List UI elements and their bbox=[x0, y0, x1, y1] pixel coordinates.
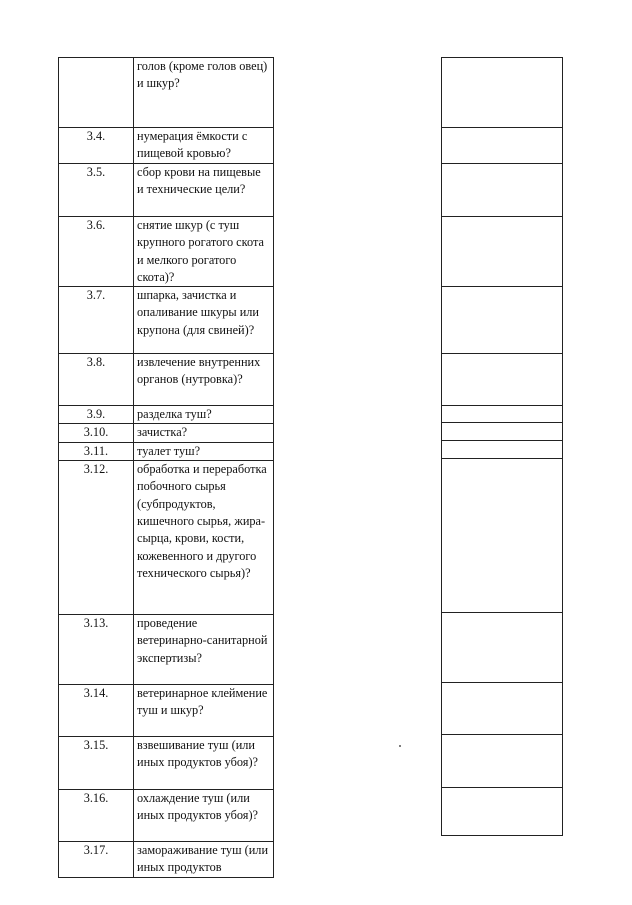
item-number: 3.14. bbox=[59, 685, 134, 737]
item-question: замораживание туш (или иных продуктов bbox=[134, 842, 274, 878]
checklist-table bbox=[58, 57, 274, 878]
item-number: 3.17. bbox=[59, 842, 134, 878]
table-row bbox=[59, 442, 274, 460]
scan-speck bbox=[399, 745, 401, 747]
answer-cell-border bbox=[442, 127, 562, 128]
item-question: туалет туш? bbox=[134, 442, 274, 460]
item-question: голов (кроме голов овец) и шкур? bbox=[134, 58, 274, 128]
answer-cell-border bbox=[442, 422, 562, 423]
item-number: 3.9. bbox=[59, 406, 134, 424]
item-number bbox=[59, 58, 134, 128]
answer-cell-border bbox=[442, 835, 562, 836]
answer-cell-border bbox=[442, 734, 562, 735]
table-row bbox=[59, 128, 274, 164]
table-row bbox=[59, 424, 274, 442]
table-row bbox=[59, 406, 274, 424]
table-row bbox=[59, 842, 274, 878]
answer-cell-border bbox=[442, 612, 562, 613]
table-row bbox=[59, 354, 274, 406]
answer-cell-border bbox=[442, 57, 562, 58]
answer-cell-border bbox=[442, 440, 562, 441]
item-question: сбор крови на пищевые и технические цели? bbox=[134, 164, 274, 217]
item-question: проведение ветеринарно-санитарной экспертизы? bbox=[134, 615, 274, 685]
item-question: ветеринарное клеймение туш и шкур? bbox=[134, 685, 274, 737]
item-question: зачистка? bbox=[134, 424, 274, 442]
item-question: разделка туш? bbox=[134, 406, 274, 424]
table-row bbox=[59, 58, 274, 128]
item-number: 3.11. bbox=[59, 442, 134, 460]
answer-column bbox=[441, 57, 563, 836]
answer-cell-border bbox=[442, 216, 562, 217]
item-number: 3.16. bbox=[59, 790, 134, 842]
table-row bbox=[59, 287, 274, 354]
answer-cell-border bbox=[442, 458, 562, 459]
answer-cell-border bbox=[442, 163, 562, 164]
answer-cell-border bbox=[442, 405, 562, 406]
item-number: 3.12. bbox=[59, 461, 134, 615]
answer-cell-border bbox=[442, 286, 562, 287]
item-number: 3.8. bbox=[59, 354, 134, 406]
table-row bbox=[59, 217, 274, 287]
item-number: 3.15. bbox=[59, 737, 134, 790]
item-question: снятие шкур (с туш крупного рогатого скота и мелкого рогатого скота)? bbox=[134, 217, 274, 287]
answer-cell-border bbox=[442, 682, 562, 683]
item-number: 3.5. bbox=[59, 164, 134, 217]
table-row bbox=[59, 164, 274, 217]
item-question: извлечение внутренних органов (нутровка)? bbox=[134, 354, 274, 406]
item-number: 3.7. bbox=[59, 287, 134, 354]
table-row bbox=[59, 685, 274, 737]
item-question: обработка и переработка побочного сырья (субпродуктов, кишечного сырья, жира-сырца, крови, кости, кожевенного и другого технического сырья)? bbox=[134, 461, 274, 615]
item-number: 3.6. bbox=[59, 217, 134, 287]
table-row bbox=[59, 737, 274, 790]
answer-cell-border bbox=[442, 787, 562, 788]
item-number: 3.10. bbox=[59, 424, 134, 442]
item-question: нумерация ёмкости с пищевой кровью? bbox=[134, 128, 274, 164]
item-question: охлаждение туш (или иных продуктов убоя)? bbox=[134, 790, 274, 842]
answer-cell-border bbox=[442, 353, 562, 354]
item-number: 3.13. bbox=[59, 615, 134, 685]
item-number: 3.4. bbox=[59, 128, 134, 164]
table-row bbox=[59, 461, 274, 615]
table-row bbox=[59, 615, 274, 685]
item-question: взвешивание туш (или иных продуктов убоя)? bbox=[134, 737, 274, 790]
table-row bbox=[59, 790, 274, 842]
item-question: шпарка, зачистка и опаливание шкуры или крупона (для свиней)? bbox=[134, 287, 274, 354]
